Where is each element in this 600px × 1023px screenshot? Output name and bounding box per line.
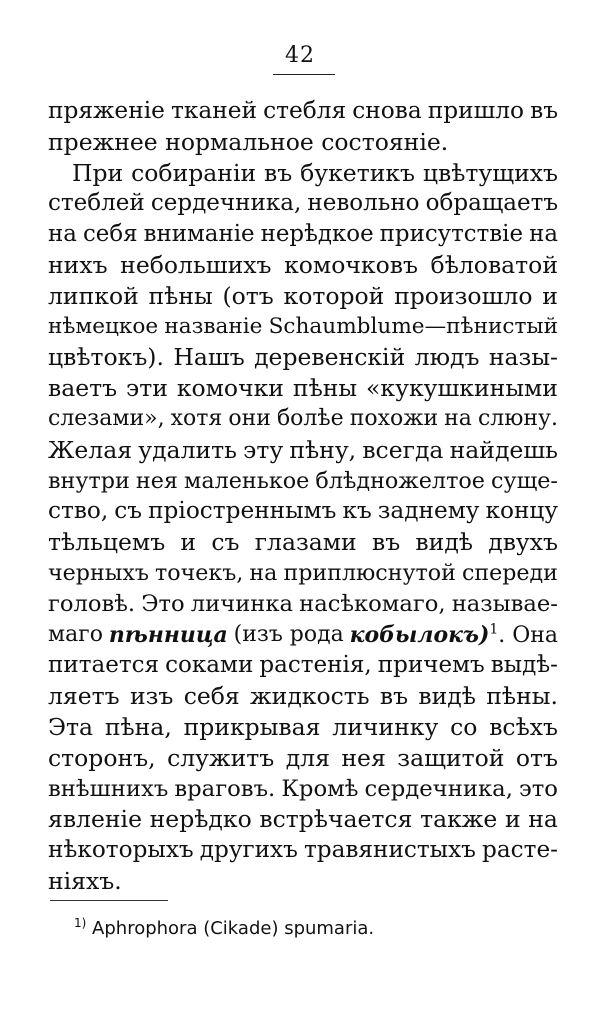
word: эту bbox=[243, 435, 284, 464]
word: личинка bbox=[190, 590, 294, 617]
word: маленькое bbox=[184, 467, 310, 494]
word: въ bbox=[264, 158, 293, 187]
word: обращаетъ bbox=[425, 190, 558, 217]
word: стеблей bbox=[48, 190, 145, 217]
word: травянистыхъ bbox=[303, 836, 476, 864]
word: эти bbox=[126, 374, 168, 403]
word: Это bbox=[141, 590, 185, 617]
text-line bbox=[48, 774, 558, 805]
word: приплюснутой bbox=[283, 559, 456, 586]
word: невольно bbox=[307, 190, 420, 217]
word: къ bbox=[342, 497, 372, 525]
text-segment: (изъ рода bbox=[233, 621, 344, 647]
word: «кукушкиными bbox=[366, 374, 558, 403]
word: ство, bbox=[48, 497, 109, 525]
word: Schaumblume—пѣнистый bbox=[268, 313, 558, 339]
text-line bbox=[48, 219, 558, 250]
word: нея bbox=[341, 743, 386, 772]
text-line bbox=[48, 804, 558, 835]
word: комочки bbox=[176, 374, 284, 403]
text-line bbox=[48, 158, 558, 189]
text-line bbox=[48, 188, 558, 219]
word: цвѣтущихъ bbox=[422, 158, 558, 187]
text-line bbox=[48, 435, 558, 466]
word: насѣкомаго, bbox=[299, 590, 446, 617]
word: со bbox=[450, 712, 478, 741]
word: пѣны. bbox=[486, 682, 558, 711]
word: которой bbox=[283, 281, 385, 310]
word: удалить bbox=[138, 435, 237, 464]
text-line bbox=[48, 342, 558, 373]
word: пѣна, bbox=[104, 712, 172, 741]
word: нихъ bbox=[48, 250, 108, 279]
word: пришло bbox=[427, 97, 525, 124]
word: въ bbox=[530, 97, 558, 124]
word: деревенскій bbox=[254, 343, 406, 372]
word: хотя bbox=[170, 405, 223, 431]
word: суще- bbox=[491, 467, 558, 494]
word: черныхъ bbox=[48, 559, 149, 586]
word: пѣны bbox=[148, 281, 213, 310]
word: нѣмецкое bbox=[48, 313, 159, 339]
word: личинку bbox=[332, 712, 439, 741]
word: съ bbox=[211, 528, 240, 557]
word: произошло bbox=[394, 281, 533, 310]
word: отъ bbox=[515, 743, 558, 772]
word: защитой bbox=[397, 743, 505, 772]
word: видѣ bbox=[418, 682, 476, 711]
word: Нашъ bbox=[173, 343, 245, 372]
text-line bbox=[48, 404, 558, 435]
text-line bbox=[48, 466, 558, 497]
word: они bbox=[228, 405, 271, 431]
word: соками bbox=[165, 652, 254, 679]
word: встрѣчается bbox=[259, 805, 413, 834]
word: внѣшнихъ bbox=[48, 775, 169, 802]
text-line bbox=[48, 835, 558, 866]
word: на bbox=[48, 221, 77, 248]
word: служитъ bbox=[167, 743, 275, 772]
text-line bbox=[48, 373, 558, 404]
body-text bbox=[48, 96, 558, 897]
word: видѣ bbox=[415, 528, 473, 557]
word: явленіе bbox=[48, 805, 142, 834]
word: съ bbox=[114, 497, 143, 525]
text-line bbox=[48, 96, 558, 127]
word: липкой bbox=[48, 281, 139, 310]
word: нерѣдко bbox=[149, 805, 252, 834]
word: сердечника, bbox=[150, 190, 302, 217]
word: питается bbox=[48, 652, 160, 679]
word: сердечника, bbox=[364, 775, 513, 802]
word: букетикъ bbox=[300, 158, 416, 187]
word: людъ bbox=[414, 343, 480, 372]
footnote bbox=[74, 917, 374, 941]
word: всегда bbox=[362, 435, 444, 464]
footnote-text: Aphrophora (Cikade) spumaria. bbox=[86, 918, 375, 939]
word: слезами», bbox=[48, 405, 165, 431]
word: пѣну, bbox=[289, 435, 357, 464]
word: растенія, bbox=[259, 652, 372, 679]
text-line bbox=[48, 681, 558, 712]
word: глазами bbox=[254, 528, 357, 557]
word: въ bbox=[379, 682, 409, 711]
text-line-with-emphasis bbox=[48, 620, 558, 651]
word: Желая bbox=[48, 435, 133, 464]
word: на bbox=[528, 805, 558, 834]
text-line bbox=[48, 743, 558, 774]
word: двухъ bbox=[488, 528, 558, 557]
word: тѣльцемъ bbox=[48, 528, 166, 557]
text-line bbox=[48, 527, 558, 558]
word: на bbox=[529, 221, 558, 248]
text-segment: прежнее нормальное состояніе. bbox=[48, 127, 449, 156]
word: называе- bbox=[451, 590, 558, 617]
word: для bbox=[285, 743, 330, 772]
page-number-rule bbox=[273, 74, 335, 75]
word: присутствіе bbox=[379, 221, 524, 248]
word: на bbox=[444, 405, 472, 431]
word: враговъ. bbox=[174, 775, 276, 802]
word: внутри bbox=[48, 467, 130, 494]
word: точекъ, bbox=[155, 559, 244, 586]
text-line bbox=[48, 650, 558, 681]
word: цвѣтокъ). bbox=[48, 343, 164, 372]
word: (отъ bbox=[222, 281, 274, 310]
emphasized-term: пѣнница bbox=[108, 621, 228, 648]
text-line bbox=[48, 312, 558, 343]
text-line bbox=[48, 712, 558, 743]
word: на bbox=[249, 559, 278, 586]
word: болѣе bbox=[276, 405, 344, 431]
emphasized-term: кобылокъ) bbox=[349, 621, 490, 648]
word: названіе bbox=[164, 313, 263, 339]
word: головѣ. bbox=[48, 590, 136, 617]
text-segment: маго bbox=[48, 621, 103, 647]
word: и bbox=[542, 281, 558, 310]
word: пріостреннымъ bbox=[148, 497, 337, 525]
word: вниманіе bbox=[143, 221, 255, 248]
text-segment: ніяхъ. bbox=[48, 866, 122, 895]
word: стебля bbox=[263, 97, 347, 124]
text-line bbox=[48, 866, 558, 897]
word: расте- bbox=[482, 836, 558, 864]
word: себя bbox=[183, 682, 240, 711]
text-line bbox=[48, 250, 558, 281]
word: это bbox=[518, 775, 558, 802]
footnote-mark: 1) bbox=[74, 916, 87, 930]
footnote-reference: 1 bbox=[489, 621, 499, 638]
word: комочковъ bbox=[284, 250, 418, 279]
footnote-rule bbox=[50, 900, 168, 901]
word: жидкость bbox=[250, 682, 370, 711]
word: выдѣ- bbox=[490, 652, 558, 679]
word: нея bbox=[135, 467, 178, 494]
word: найдешь bbox=[449, 435, 558, 464]
text-line bbox=[48, 281, 558, 312]
word: заднему bbox=[377, 497, 480, 525]
word: изъ bbox=[129, 682, 174, 711]
word: и bbox=[504, 805, 521, 834]
word: всѣхъ bbox=[489, 712, 558, 741]
word: ляетъ bbox=[48, 682, 120, 711]
page-number: 42 bbox=[285, 43, 315, 68]
word: причемъ bbox=[377, 652, 485, 679]
word: нѣкоторыхъ bbox=[48, 836, 194, 864]
word: спереди bbox=[461, 559, 558, 586]
word: При bbox=[72, 158, 124, 187]
word: Кромѣ bbox=[281, 775, 359, 802]
word: бѣловатой bbox=[430, 250, 558, 279]
word: снова bbox=[352, 97, 422, 124]
text-line bbox=[48, 496, 558, 527]
word: въ bbox=[371, 528, 401, 557]
word: небольшихъ bbox=[120, 250, 272, 279]
word: пряженіе bbox=[48, 97, 165, 124]
word: слюну. bbox=[477, 405, 558, 431]
word: сторонъ, bbox=[48, 743, 156, 772]
word: концу bbox=[485, 497, 558, 525]
word: также bbox=[420, 805, 498, 834]
text-line bbox=[48, 127, 558, 158]
word: похожи bbox=[349, 405, 439, 431]
text-segment: . Она bbox=[498, 622, 558, 648]
word: блѣдножелтое bbox=[315, 467, 485, 494]
word: себя bbox=[82, 221, 138, 248]
word: ваетъ bbox=[48, 374, 118, 403]
word: пѣны bbox=[292, 374, 358, 403]
text-line bbox=[48, 589, 558, 620]
word: другихъ bbox=[199, 836, 298, 864]
word: назы- bbox=[488, 343, 558, 372]
word: тканей bbox=[170, 97, 257, 124]
word: нерѣдкое bbox=[260, 221, 374, 248]
word: прикрывая bbox=[183, 712, 321, 741]
word: собираніи bbox=[131, 158, 257, 187]
word: и bbox=[180, 528, 197, 557]
word: Эта bbox=[48, 712, 93, 741]
text-line bbox=[48, 558, 558, 589]
